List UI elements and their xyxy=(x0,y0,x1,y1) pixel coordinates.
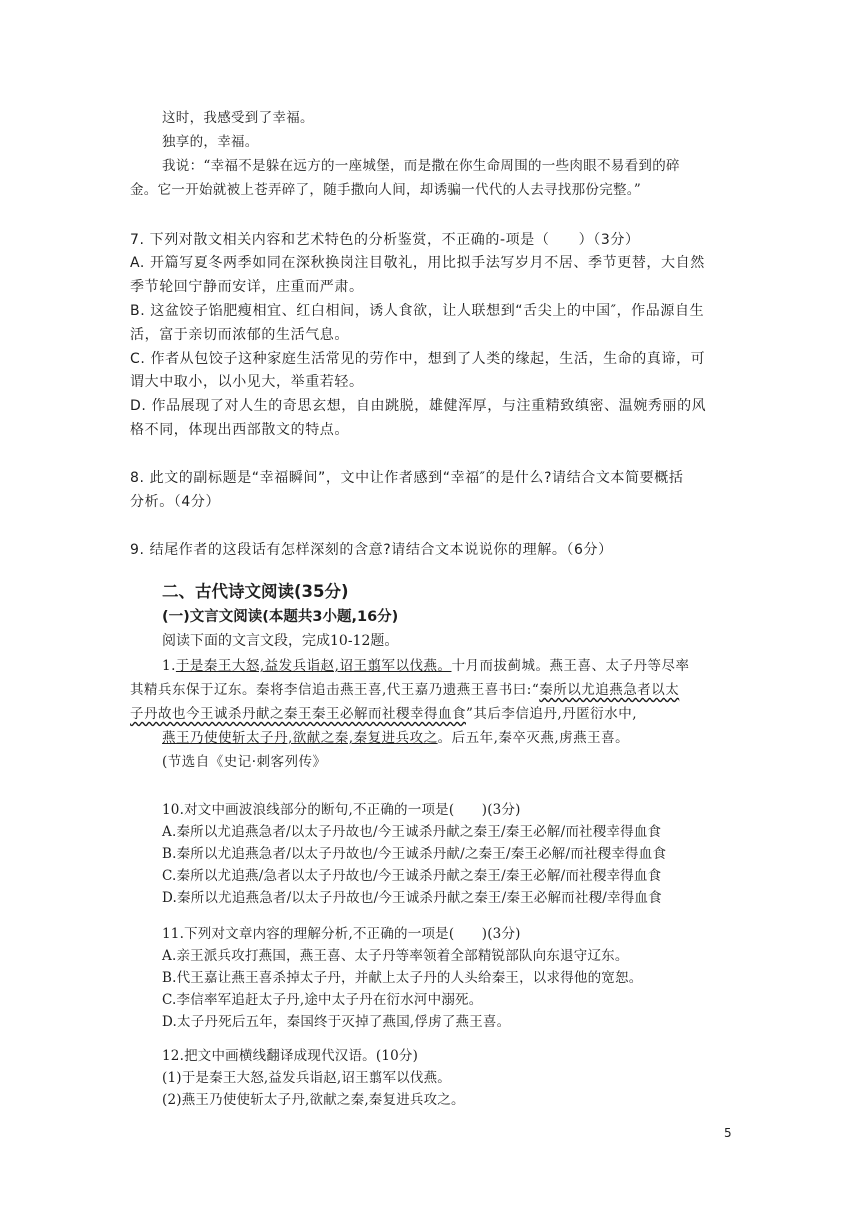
section-instruction: 阅读下面的文言文段，完成10-12题。 xyxy=(162,633,399,649)
q7-option-d-line2: 格不同，体现出西部散文的特点。 xyxy=(130,422,349,438)
q10-option-c: C.秦所以尤追燕/急者以太子丹故也/今王诚杀丹献之秦王/秦王必解/而社稷幸得血食 xyxy=(162,868,662,884)
classical-line-3 xyxy=(130,703,740,725)
q7-option-c-line2: 谓大中取小，以小见大，举重若轻。 xyxy=(130,374,364,390)
q7-option-a-line1: A. 开篇写夏冬两季如同在深秋换岗注目敬礼，用比拟手法写岁月不居、季节更替，大自然 xyxy=(130,255,705,271)
passage-line-2: 独享的，幸福。 xyxy=(162,134,259,150)
wavy-underline-part-2: 子丹故也今王诚杀丹献之秦王秦王必解而社稷幸得血食 xyxy=(130,706,466,722)
section-title: 二、古代诗文阅读(35分) xyxy=(162,582,349,601)
q7-option-b-line1: B. 这盆饺子馅肥瘦相宜、红白相间，诱人食欲，让人联想到“舌尖上的中国″，作品源自生 xyxy=(130,303,705,319)
q11-option-b: B.代王嘉让燕王喜杀掉太子丹，并献上太子丹的人头给秦王，以求得他的宽恕。 xyxy=(162,970,643,986)
classical-paragraph-number: 1. xyxy=(162,658,176,674)
page-number: 5 xyxy=(724,1126,732,1140)
q12-sentence-1: (1)于是秦王大怒,益发兵诣赵,诏王翦军以伐燕。 xyxy=(162,1070,452,1086)
q7-option-b-line2: 活，富于亲切而浓郁的生活气息。 xyxy=(130,327,349,343)
section-subtitle: (一)文言文阅读(本题共3小题,16分) xyxy=(162,609,399,625)
wavy-underline-part-1: 秦所以尤追燕急者以太 xyxy=(539,682,680,698)
passage-line-4: 金。它一开始就被上苍弄碎了，随手撒向人间，却诱骗一代代的人去寻找那份完整。” xyxy=(130,182,642,198)
underlined-sentence-2: 燕王乃使使斩太子丹,欲献之秦,秦复进兵攻之 xyxy=(162,730,438,746)
q11-option-c: C.李信率军追赶太子丹,途中太子丹在衍水河中溺死。 xyxy=(162,992,483,1008)
q10-stem: 10.对文中画波浪线部分的断句,不正确的一项是( )(3分) xyxy=(162,802,521,818)
classical-line-1-rest: 十月而拔蓟城。燕王喜、太子丹等尽率 xyxy=(451,658,690,674)
q9-stem: 9. 结尾作者的这段话有怎样深刻的含意?请结合文本说说你的理解。（6分） xyxy=(130,542,613,558)
classical-line-1 xyxy=(162,655,772,677)
classical-line-2-text: 其精兵东保于辽东。秦将李信追击燕王喜,代王嘉乃遗燕王喜书曰:“ xyxy=(130,682,540,698)
underlined-sentence-1: 于是秦王大怒,益发兵诣赵,诏王翦军以伐燕。 xyxy=(175,658,452,674)
q10-option-d: D.秦所以尤追燕急者/以太子丹故也/今王诚杀丹献之秦王/秦王必解而社稷/幸得血食 xyxy=(162,890,662,906)
q8-line-2: 分析。（4分） xyxy=(130,494,221,510)
passage-line-3: 我说：“幸福不是躲在远方的一座城堡，而是撒在你生命周围的一些肉眼不易看到的碎 xyxy=(162,158,680,174)
q12-stem: 12.把文中画横线翻译成现代汉语。(10分) xyxy=(162,1048,419,1064)
q7-option-a-line2: 季节轮回宁静而安详，庄重而严肃。 xyxy=(130,279,364,295)
q7-option-c-line1: C. 作者从包饺子这种家庭生活常见的劳作中，想到了人类的缘起，生活，生命的真谛，可 xyxy=(130,351,706,367)
q10-option-b: B.秦所以尤追燕急者/以太子丹故也/今王诚杀丹献/之秦王/秦王必解/而社稷幸得血食 xyxy=(162,846,667,862)
q11-stem: 11.下列对文章内容的理解分析,不正确的一项是( )(3分) xyxy=(162,926,521,942)
q7-stem: 7. 下列对散文相关内容和艺术特色的分析鉴赏，不正确的-项是（ ）（3分） xyxy=(130,232,640,248)
q10-option-a: A.秦所以尤追燕急者/以太子丹故也/今王诚杀丹献之秦王/秦王必解/而社稷幸得血食 xyxy=(162,824,662,840)
classical-line-4-rest: 。后五年,秦卒灭燕,虏燕王喜。 xyxy=(437,730,630,746)
classical-line-3-rest: ”其后李信追丹,丹匿衍水中, xyxy=(466,706,637,722)
q8-line-1: 8. 此文的副标题是“幸福瞬间”，文中让作者感到“幸福″的是什么?请结合文本简要概括 xyxy=(130,470,684,486)
classical-source: (节选自《史记·刺客列传》 xyxy=(162,754,327,770)
classical-line-4 xyxy=(162,727,772,749)
classical-line-2 xyxy=(130,679,740,701)
q12-sentence-2: (2)燕王乃使使斩太子丹,欲献之秦,秦复进兵攻之。 xyxy=(162,1092,465,1108)
q11-option-a: A.亲王派兵攻打燕国，燕王喜、太子丹等率领着全部精锐部队向东退守辽东。 xyxy=(162,948,629,964)
q7-option-d-line1: D. 作品展现了对人生的奇思玄想，自由跳脱，雄健浑厚，与注重精致缜密、温婉秀丽的风 xyxy=(130,398,707,414)
q11-option-d: D.太子丹死后五年，秦国终于灭掉了燕国,俘虏了燕王喜。 xyxy=(162,1014,511,1030)
passage-line-1: 这时，我感受到了幸福。 xyxy=(162,110,314,126)
